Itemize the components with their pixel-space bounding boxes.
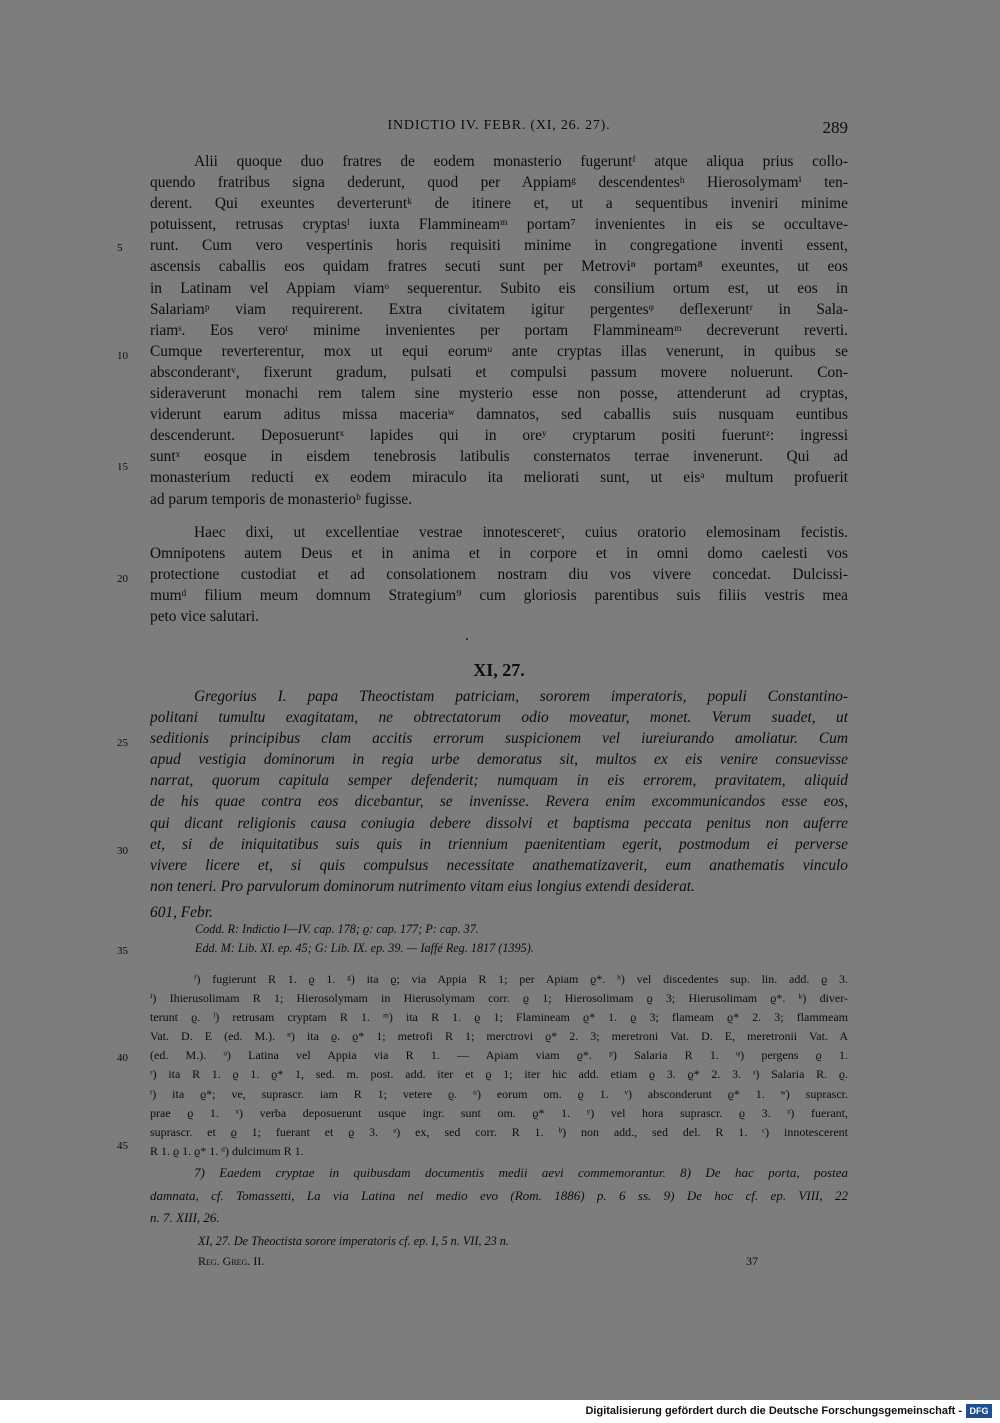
text-line: terunt ϱ. ˡ) retrusam cryptam R 1. ᵐ) ita R 1. ϱ 1; Flamineam ϱ* 1. ϱ 3; flameam ϱ* 2. 3; flammeam (150, 1010, 848, 1025)
line-number: 10 (117, 350, 128, 362)
line-number: 20 (117, 573, 128, 585)
running-title: INDICTIO IV. FEBR. (XI, 26. 27). (387, 118, 611, 133)
text-line: Alii quoque duo fratres de eodem monasterio fugeruntᶠ atque aliqua prius collo- (194, 153, 848, 170)
line-number: 15 (117, 461, 128, 473)
line-number: 40 (117, 1052, 128, 1064)
text-line: ʳ) ita R 1. ϱ 1. ϱ* 1, sed. m. post. add. iter et ϱ 1; iter hic add. etiam ϱ 3. ϱ* 2. 3. ˢ) Salaria R. ϱ. (150, 1067, 848, 1082)
text-line: peto vice salutari. (150, 608, 259, 626)
text-line: narrat, quorum capitula semper defenderit; numquam in eis errorem, pravitatem, aliquid (150, 772, 848, 790)
text-line: ᶠ) fugierunt R 1. ϱ 1. ᵍ) ita ϱ; via Appia R 1; per Apiam ϱ*. ʰ) vel discedentes sup. lin. add. ϱ 3. (194, 972, 848, 986)
letter-summary (150, 686, 848, 897)
text-line: ad parum temporis de monasterioᵇ fugisse. (150, 490, 413, 508)
line-number: 5 (117, 242, 123, 254)
text-line: riamˢ. Eos veroᵗ minime invenientes per portam Flammineamᵐ decreverunt reverti. (150, 321, 848, 339)
critical-apparatus (150, 970, 848, 1161)
text-line: mumᵈ filium meum domnum Strategium⁹ cum gloriosis parentibus suis filiis vestris mea (150, 587, 848, 605)
text-line: apud vestigia dominorum in regia urbe demoratus sit, multos ex eis venire consuevisse (150, 751, 848, 769)
cross-reference: XI, 27. De Theoctista sorore imperatoris cf. ep. I, 5 n. VII, 23 n. (198, 1234, 509, 1248)
text-line: Omnipotens autem Deus et in anima et in corpore et in omni domo caelesti vos (150, 545, 848, 563)
codices-line: Codd. R: Indictio I—IV. cap. 178; ϱ: cap. 177; P: cap. 37. (195, 922, 479, 936)
text-line: derent. Qui exeuntes deverteruntᵏ de itinere et, ut a sequentibus inveniri minime (150, 195, 848, 213)
text-line: sideraverunt monachi rem talem sine mysterio esse non posse, attenderunt ad cryptas, (150, 385, 848, 403)
date-line: 601, Febr. (150, 904, 213, 921)
text-line: viderunt earum aditus missa maceriaʷ damnatos, sed caballis suis nusquam euntibus (150, 406, 848, 424)
text-line: Salariamᵖ viam requirerent. Extra civitatem igitur pergentesᵠ deflexeruntʳ in Sala- (150, 300, 848, 318)
footnotes (150, 1162, 848, 1230)
text-line: et, si de iniquitatibus suis quis in triennium paenitentiam egerit, postmodum ei perverse (150, 835, 848, 853)
text-line: potuissent, retrusas cryptasˡ iuxta Flammineamᵐ portam⁷ invenientes in eis se occultave- (150, 216, 848, 234)
gathering-number: 37 (746, 1254, 758, 1268)
text-line: prae ϱ 1. ˣ) verba deposuerunt usque ingr. sunt om. ϱ* 1. ʸ) vel hora suprascr. ϱ 3. ᶻ) fuerant, (150, 1105, 848, 1120)
text-line: protectione custodiat et ad consolationem nostram diu vos vivere concedat. Dulcissi- (150, 566, 848, 584)
paragraph-1 (150, 151, 848, 510)
editions-line: Edd. M: Lib. XI. ep. 45; G: Lib. IX. ep. 39. — Iaffé Reg. 1817 (1395). (195, 941, 534, 955)
text-line: monasterium reducti ex eodem miraculo ita meliorati sunt, ut eisᵃ multum profuerit (150, 469, 848, 487)
text-line: seditionis principibus clam accitis errorum suspicionem vel iureiurando amoliatur. Cum (150, 730, 848, 748)
text-line: vivere licere et, si quis compulsus necessitate anathematizaverit, eum anathematis vinculo (150, 856, 848, 874)
text-line: de his quae contra eos dicebantur, se invenisse. Revera enim excommunicandos esse eos, (150, 793, 848, 811)
separator-dot (466, 638, 468, 640)
text-line: in Latinam vel Appiam viamᵒ sequerentur. Subito eis consilium ortum est, ut eos in (150, 279, 848, 297)
text-line: ⁱ) Ihierusolimam R 1; Hierosolymam in Hierusolymam corr. ϱ 1; Hierosolimam ϱ 3; Hierusolimam ϱ*. ᵏ) diver- (150, 991, 848, 1006)
text-line: absconderantᵛ, fixerunt gradum, pulsati et compulsi passum movere noluerunt. Con- (150, 363, 848, 381)
text-line: qui dicant religionis causa coniugia debere dissolvi et baptisma peccata penitus non auferre (150, 814, 848, 832)
line-number: 25 (117, 737, 128, 749)
text-line: quendo fratribus signa dederunt, quod per Appiamᵍ descendentesʰ Hierosolymamⁱ ten- (150, 174, 848, 192)
text-line: ascensis caballis eos quidam fratres secuti sunt per Metroviⁿ portam⁸ exeuntes, ut eos (150, 258, 848, 276)
page-number: 289 (822, 118, 848, 137)
text-line: ᵗ) ita ϱ*; ve, suprascr. iam R 1; vetere ϱ. ᵘ) eorum om. ϱ 1. ᵛ) absconderunt ϱ* 1. ʷ) suprascr. (150, 1086, 848, 1101)
text-line: Cumque reverterentur, mox ut equi eorumᵘ ante cryptas illas venerunt, in quibus se (150, 342, 848, 360)
dfg-logo: DFG (966, 1404, 992, 1418)
letter-heading: XI, 27. (473, 660, 525, 680)
line-number: 30 (117, 845, 128, 857)
line-number: 45 (117, 1140, 128, 1152)
text-line: runt. Cum vero vespertinis horis requisiti minime in congregatione inventi essent, (150, 237, 848, 255)
text-line: suprascr. et ϱ 1; fuerant et ϱ 3. ᵃ) ex, sed corr. R 1. ᵇ) non add., sed del. R 1. ᶜ) innotescerent (150, 1124, 848, 1139)
text-line: non teneri. Pro parvulorum dominorum nutrimento vitam eius longius extendi desiderat. (150, 877, 695, 895)
text-line: Gregorius I. papa Theoctistam patriciam, sororem imperatoris, populi Constantino- (194, 688, 848, 705)
text-line: n. 7. XIII, 26. (150, 1210, 220, 1225)
text-line: damnata, cf. Tomassetti, La via Latina nel medio evo (Rom. 1886) p. 6 ss. 9) De hoc cf. ep. VIII, 22 (150, 1187, 848, 1203)
text-line: R 1. ϱ 1. ϱ* 1. ᵈ) dulcimum R 1. (150, 1143, 304, 1158)
line-number: 35 (117, 945, 128, 957)
paragraph-2 (150, 522, 848, 627)
footer-bar (0, 1400, 1000, 1423)
text-line: (ed. M.). ᵒ) Latina vel Appia via R 1. — Apiam viam ϱ*. ᵖ) Salaria R 1. ᵠ) pergens ϱ 1. (150, 1048, 848, 1063)
funding-notice: Digitalisierung gefördert durch die Deutsche Forschungsgemeinschaft - (585, 1405, 962, 1417)
page-header (150, 118, 848, 138)
text-line: 7) Eaedem cryptae in quibusdam documentis medii aevi commemorantur. 8) De hac porta, postea (194, 1165, 848, 1180)
text-line: suntˣ eosque in eisdem tenebrosis latibulis consternatos terrae invenerunt. Qui ad (150, 448, 848, 466)
text-line: Vat. D. E (ed. M.). ⁿ) ita ϱ. ϱ* 1; metrofi R 1; merctrovi ϱ* 2. 3; meretroni Vat. D. E, meretronii Vat. A (150, 1029, 848, 1044)
text-line: descenderunt. Deposueruntˣ lapides qui in oreʸ cryptarum positi fueruntᶻ: ingressi (150, 427, 848, 445)
text-line: politani tumultu exagitatam, ne obtrectatorum odio moveatur, monet. Verum suadet, ut (150, 709, 848, 727)
text-line: Haec dixi, ut excellentiae vestrae innotesceretᶜ, cuius oratorio elemosinam fecistis. (194, 524, 848, 541)
register-signature: Reg. Greg. II. (198, 1254, 265, 1268)
